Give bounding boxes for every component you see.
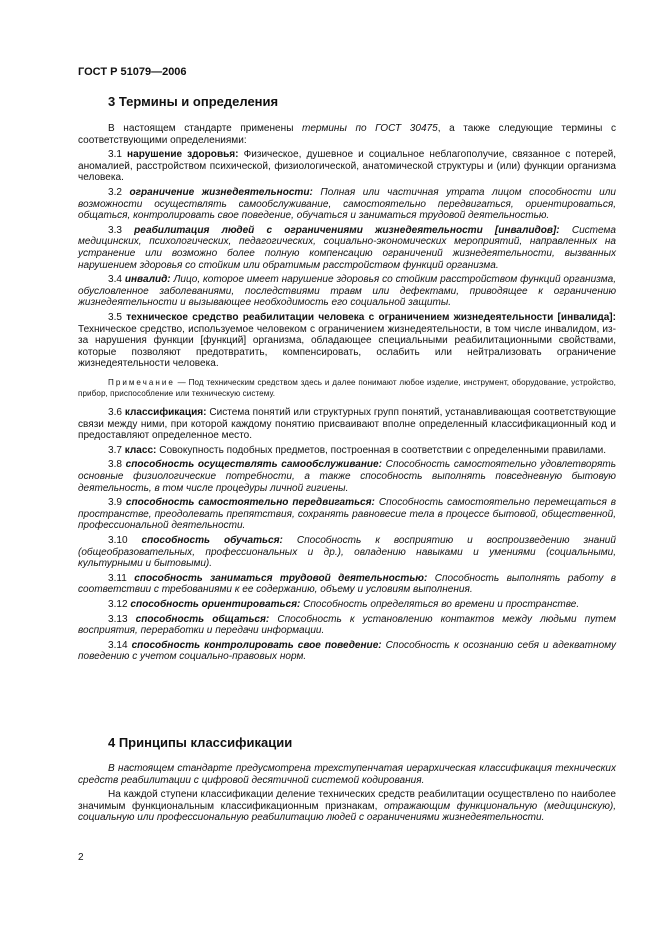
section-3-title: 3 Термины и определения bbox=[108, 94, 279, 109]
section-4-body bbox=[78, 763, 616, 824]
section-4-paragraph-1: В настоящем стандарте предусмотрена трехступенчатая иерархическая классификация технических средств реабилитации с цифровой десятичной системой кодирования. bbox=[78, 763, 616, 786]
term-3-4: 3.4 инвалид: Лицо, которое имеет нарушение здоровья со стойким расстройством функций организма, обусловленное заболеваниями, последствиями травм или дефектами, приводящее к ограничению жизнедеятельности и вызывающее необходимость его социальной защиты. bbox=[78, 274, 616, 309]
term-3-6: 3.6 классификация: Система понятий или структурных групп понятий, устанавливающая соответствующие связи между ними, при которой каждому понятию присваивают вполне определенный классификационный код и предоставляют определенное место. bbox=[78, 407, 616, 442]
note-paragraph: Примечание — Под техническим средством здесь и далее понимают любое изделие, инструмент, оборудование, устройство, прибор, приспособление или техническую систему. bbox=[78, 377, 616, 399]
term-3-10: 3.10 способность обучаться: Способность к восприятию и воспроизведению знаний (общеобразовательных, профессиональных и др.), овладению навыками и умениями (социальными, культурными и бытовыми). bbox=[78, 535, 616, 570]
page-number: 2 bbox=[78, 852, 84, 863]
intro-paragraph: В настоящем стандарте применены термины по ГОСТ 30475, а также следующие термины с соответствующими определениями: bbox=[78, 123, 616, 146]
section-4-paragraph-2: На каждой ступени классификации деление технических средств реабилитации осуществлено по наиболее значимым функциональным классификационным признакам, отражающим функциональную (медицинскую), социальную или профессиональную реабилитацию людей с ограничениями жизнедеятельности. bbox=[78, 789, 617, 824]
term-3-7: 3.7 класс: Совокупность подобных предметов, построенная в соответствии с определенными правилами. bbox=[108, 444, 607, 456]
term-3-8: 3.8 способность осуществлять самообслуживание: Способность самостоятельно удовлетворять основные физиологические потребности, а также способность выполнять повседневную бытовую деятельность, в том числе процедуры личной гигиены. bbox=[78, 459, 616, 494]
term-3-11: 3.11 способность заниматься трудовой деятельностью: Способность выполнять работу в соответствии с требованиями к ее содержанию, объему и условиям выполнения. bbox=[78, 572, 616, 596]
term-3-13: 3.13 способность общаться: Способность к установлению контактов между людьми путем восприятия, переработки и передачи информации. bbox=[78, 613, 616, 637]
term-3-3: 3.3 реабилитация людей с ограничениями жизнедеятельности [инвалидов]: Система медицинских, психологических, педагогических, социально-экономических мероприятий, направленных на устранение или возможно более полную компенсацию ограничений жизнедеятельности, вызванных нарушением здоровья со стойким или обратимым расстройством функций организма. bbox=[78, 224, 617, 271]
term-3-5: 3.5 техническое средство реабилитации человека с ограничением жизнедеятельности [инвалида]: Техническое средство, используемое человеком с ограничением жизнедеятельности, в том числе инвалидом, из-за нарушения функции [функций] организма, обладающее специальными реабилитационными свойствами, которые позволяют предотвратить, компенсировать, ослабить или нейтрализовать ограничение жизнедеятельности человека. bbox=[78, 311, 616, 370]
term-3-14: 3.14 способность контролировать свое поведение: Способность к осознанию себя и адекватному поведению с учетом социально-правовых норм. bbox=[78, 639, 616, 663]
term-3-2: 3.2 ограничение жизнедеятельности: Полная или частичная утрата лицом способности или возможности осуществлять самообслуживание, самостоятельно передвигаться, ориентироваться, общаться, контролировать свое поведение, обучаться и заниматься трудовой деятельностью. bbox=[78, 186, 616, 222]
document-header: ГОСТ Р 51079—2006 bbox=[78, 66, 187, 78]
section-4-title: 4 Принципы классификации bbox=[108, 735, 293, 750]
term-3-1: 3.1 нарушение здоровья: Физическое, душевное и социальное неблагополучие, связанное с потерей, аномалией, расстройством психической, физиологической, анатомической структуры и (или) функции организма человека. bbox=[78, 149, 616, 184]
term-3-12: 3.12 способность ориентироваться: Способность определяться во времени и пространстве. bbox=[108, 598, 580, 610]
section-3-body bbox=[78, 123, 616, 663]
term-3-9: 3.9 способность самостоятельно передвигаться: Способность самостоятельно перемещаться в пространстве, преодолевать препятствия, сохранять равновесие тела в процессе бытовой, общественной, профессиональной деятельности. bbox=[78, 497, 616, 532]
